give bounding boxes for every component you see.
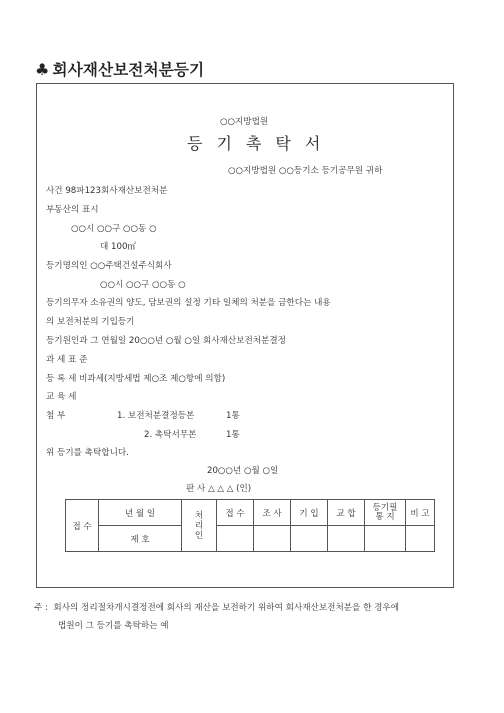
case-line: 사건 98파123회사재산보전처분 [46, 186, 168, 196]
processor-cell: 처 리 인 [182, 500, 217, 552]
addressee: ○○지방법원 ○○등기소 등기공무원 귀하 [228, 166, 383, 176]
cause-line: 등기원인과 그 연월일 20○○년 ○월 ○일 회사재산보전처분결정 [46, 336, 286, 346]
club-icon: ♣ [35, 60, 50, 79]
cell-notice [365, 526, 406, 552]
attachment-label: 첨 부 [46, 411, 66, 421]
header-remarks: 비 고 [406, 500, 435, 526]
note-text-2: 법원이 그 등기를 촉탁하는 예 [58, 621, 169, 631]
request-line: 위 등기를 촉탁합니다. [46, 448, 129, 458]
attachment-count-2: 1통 [226, 430, 240, 440]
footnote [34, 599, 399, 635]
header-notice: 등기필 통 지 [365, 500, 406, 526]
property-area: 대 100㎡ [100, 242, 137, 252]
obligor-line-2: 의 보전처분의 기입등기 [46, 317, 135, 327]
attachment-count-1: 1통 [226, 411, 240, 421]
request-date: 20○○년 ○월 ○일 [207, 466, 279, 476]
judge-line: 판 사 △ △ △ (인) [186, 484, 252, 494]
header-investigation: 조 사 [254, 500, 291, 526]
attachment-item-2: 2. 촉탁서무본 [144, 430, 197, 440]
registered-owner: 등기명의인 ○○주택건설주식회사 [46, 261, 172, 271]
number-cell: 제 호 [99, 526, 182, 552]
cell-entry [291, 526, 328, 552]
property-address: ○○시 ○○구 ○○동 ○ [71, 224, 157, 234]
cell-remarks [406, 526, 435, 552]
document-title: 등기촉탁서 [187, 134, 335, 153]
note-text: 회사의 정리절차개시결정전에 회사의 재산을 보전하기 위하여 회사재산보전처분을 한 경우에 [53, 603, 400, 613]
header-receipt: 접 수 [217, 500, 254, 526]
document-frame [36, 83, 454, 588]
ymd-cell: 년 월 일 [99, 500, 182, 526]
registration-tax-line: 등 록 세 비과세(지방세법 제○조 제○항에 의함) [46, 374, 226, 384]
receipt-label: 접 수 [66, 500, 99, 552]
tax-base-line: 과 세 표 준 [46, 355, 88, 365]
education-tax-line: 교 육 세 [46, 392, 77, 402]
header-entry: 기 입 [291, 500, 328, 526]
page-title-text: 회사재산보전처분등기 [52, 61, 205, 79]
owner-address: ○○시 ○○구 ○○동 ○ [100, 280, 186, 290]
header-collation: 교 합 [328, 500, 365, 526]
cell-investigation [254, 526, 291, 552]
property-label: 부동산의 표시 [46, 205, 99, 215]
note-label: 주 : [34, 603, 48, 613]
registry-table [65, 499, 435, 552]
page-title [35, 58, 204, 80]
attachment-item-1: 1. 보전처분결정등본 [117, 411, 195, 421]
cell-collation [328, 526, 365, 552]
obligor-line: 등기의무자 소유권의 양도, 담보권의 설정 기타 일체의 처분을 금한다는 내용 [46, 298, 331, 308]
cell-receipt [217, 526, 254, 552]
court-name: ○○지방법원 [220, 117, 269, 127]
